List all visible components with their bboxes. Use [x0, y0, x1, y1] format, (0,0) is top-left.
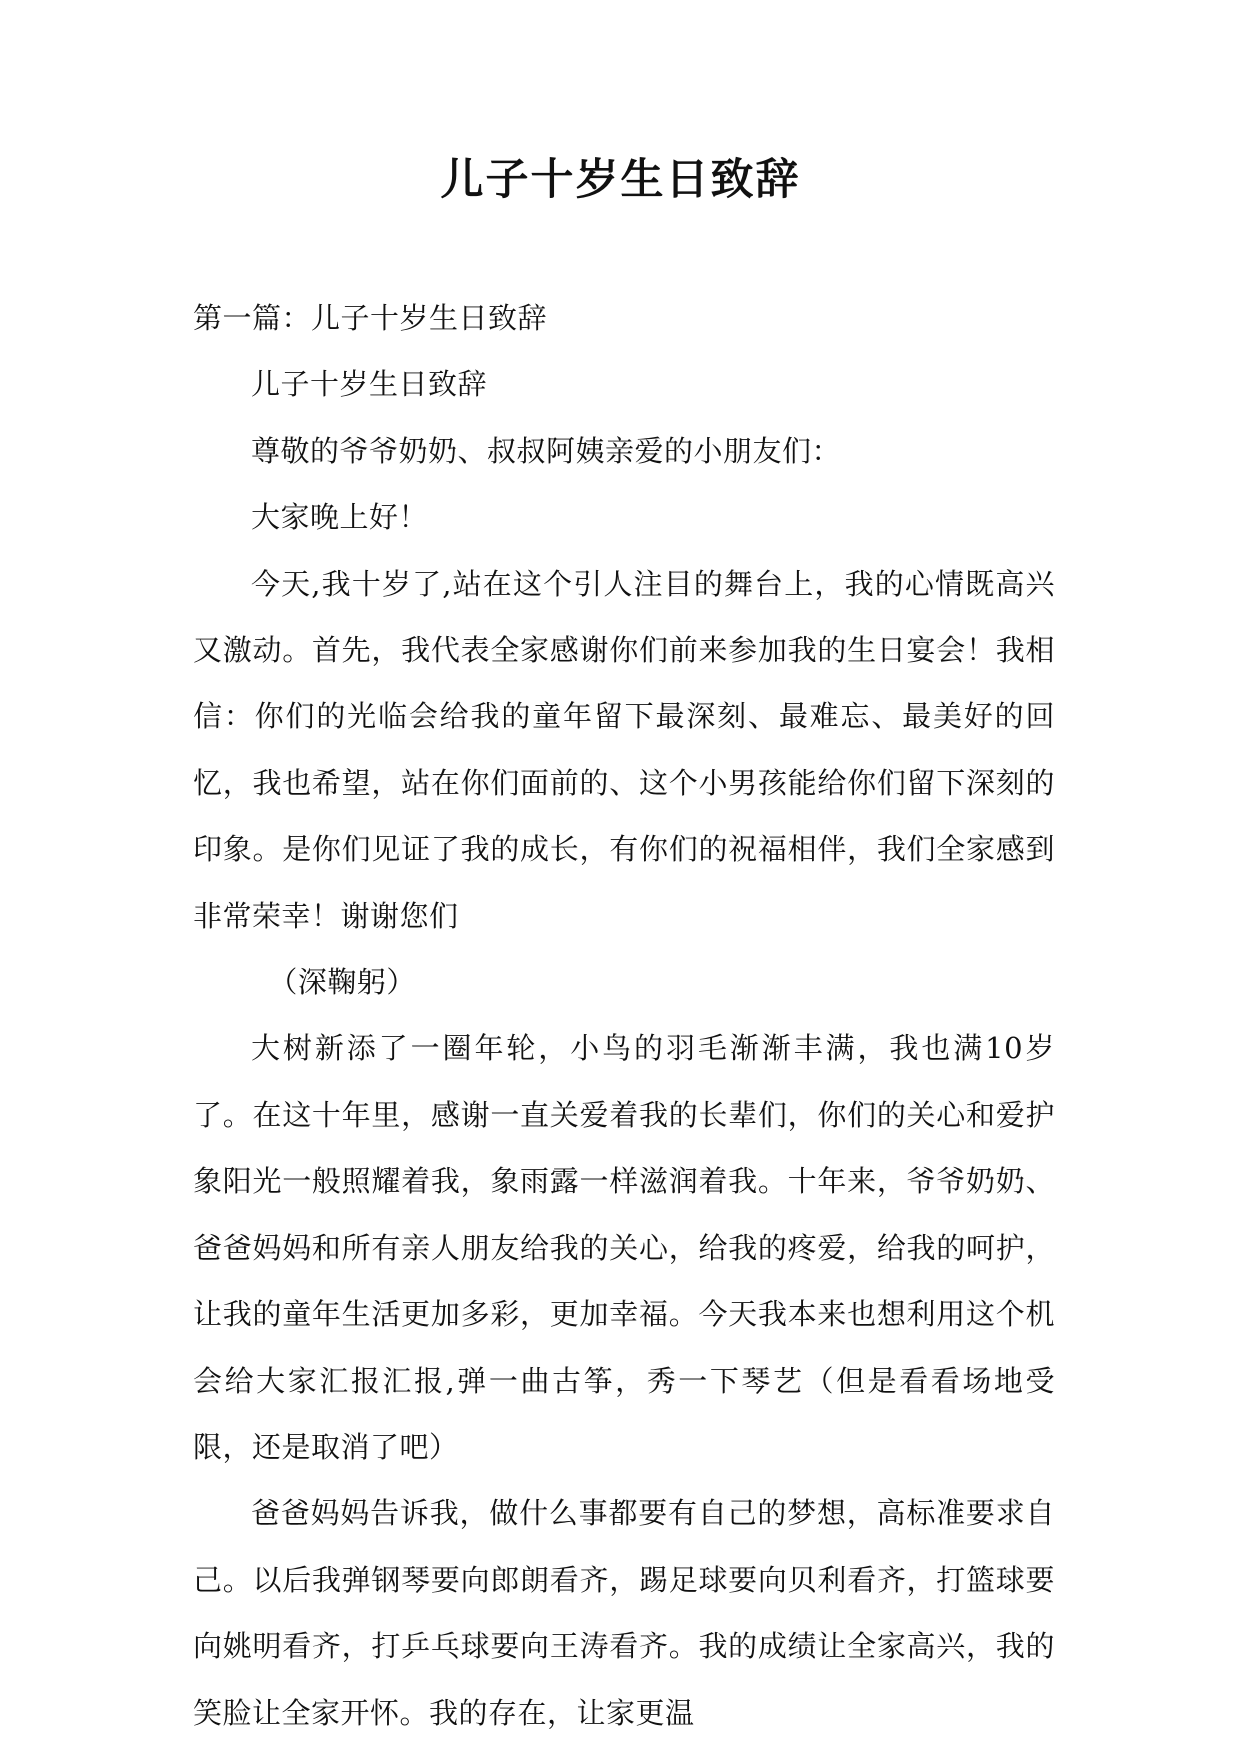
stage-direction: （深鞠躬）	[268, 965, 416, 1000]
speech-title: 儿子十岁生日致辞	[251, 367, 488, 402]
document-body	[193, 285, 1055, 1746]
body-paragraph: 今天,我十岁了,站在这个引人注目的舞台上，我的心情既高兴又激动。首先，我代表全家感谢你们前来参加我的生日宴会！我相信：你们的光临会给我的童年留下最深刻、最难忘、最美好的回忆，我也希望，站在你们面前的、这个小男孩能给你们留下深刻的印象。是你们见证了我的成长，有你们的祝福相伴，我们全家感到非常荣幸！谢谢您们	[193, 566, 1055, 933]
body-paragraph: 爸爸妈妈告诉我，做什么事都要有自己的梦想，高标准要求自己。以后我弹钢琴要向郎朗看齐，踢足球要向贝利看齐，打篮球要向姚明看齐，打乒乓球要向王涛看齐。我的成绩让全家高兴，我的笑脸让全家开怀。我的存在，让家更温	[193, 1496, 1055, 1730]
document-title: 儿子十岁生日致辞	[440, 155, 801, 205]
body-paragraph: 大树新添了一圈年轮，小鸟的羽毛渐渐丰满，我也满10岁了。在这十年里，感谢一直关爱着我的长辈们，你们的关心和爱护象阳光一般照耀着我，象雨露一样滋润着我。十年来，爷爷奶奶、爸爸妈妈和所有亲人朋友给我的关心，给我的疼爱，给我的呵护，让我的童年生活更加多彩，更加幸福。今天我本来也想利用这个机会给大家汇报汇报,弹一曲古筝，秀一下琴艺（但是看看场地受限，还是取消了吧）	[193, 1031, 1055, 1464]
salutation: 尊敬的爷爷奶奶、叔叔阿姨亲爱的小朋友们：	[251, 433, 842, 468]
greeting: 大家晚上好！	[251, 500, 429, 535]
section-heading: 第一篇：儿子十岁生日致辞	[193, 301, 548, 335]
